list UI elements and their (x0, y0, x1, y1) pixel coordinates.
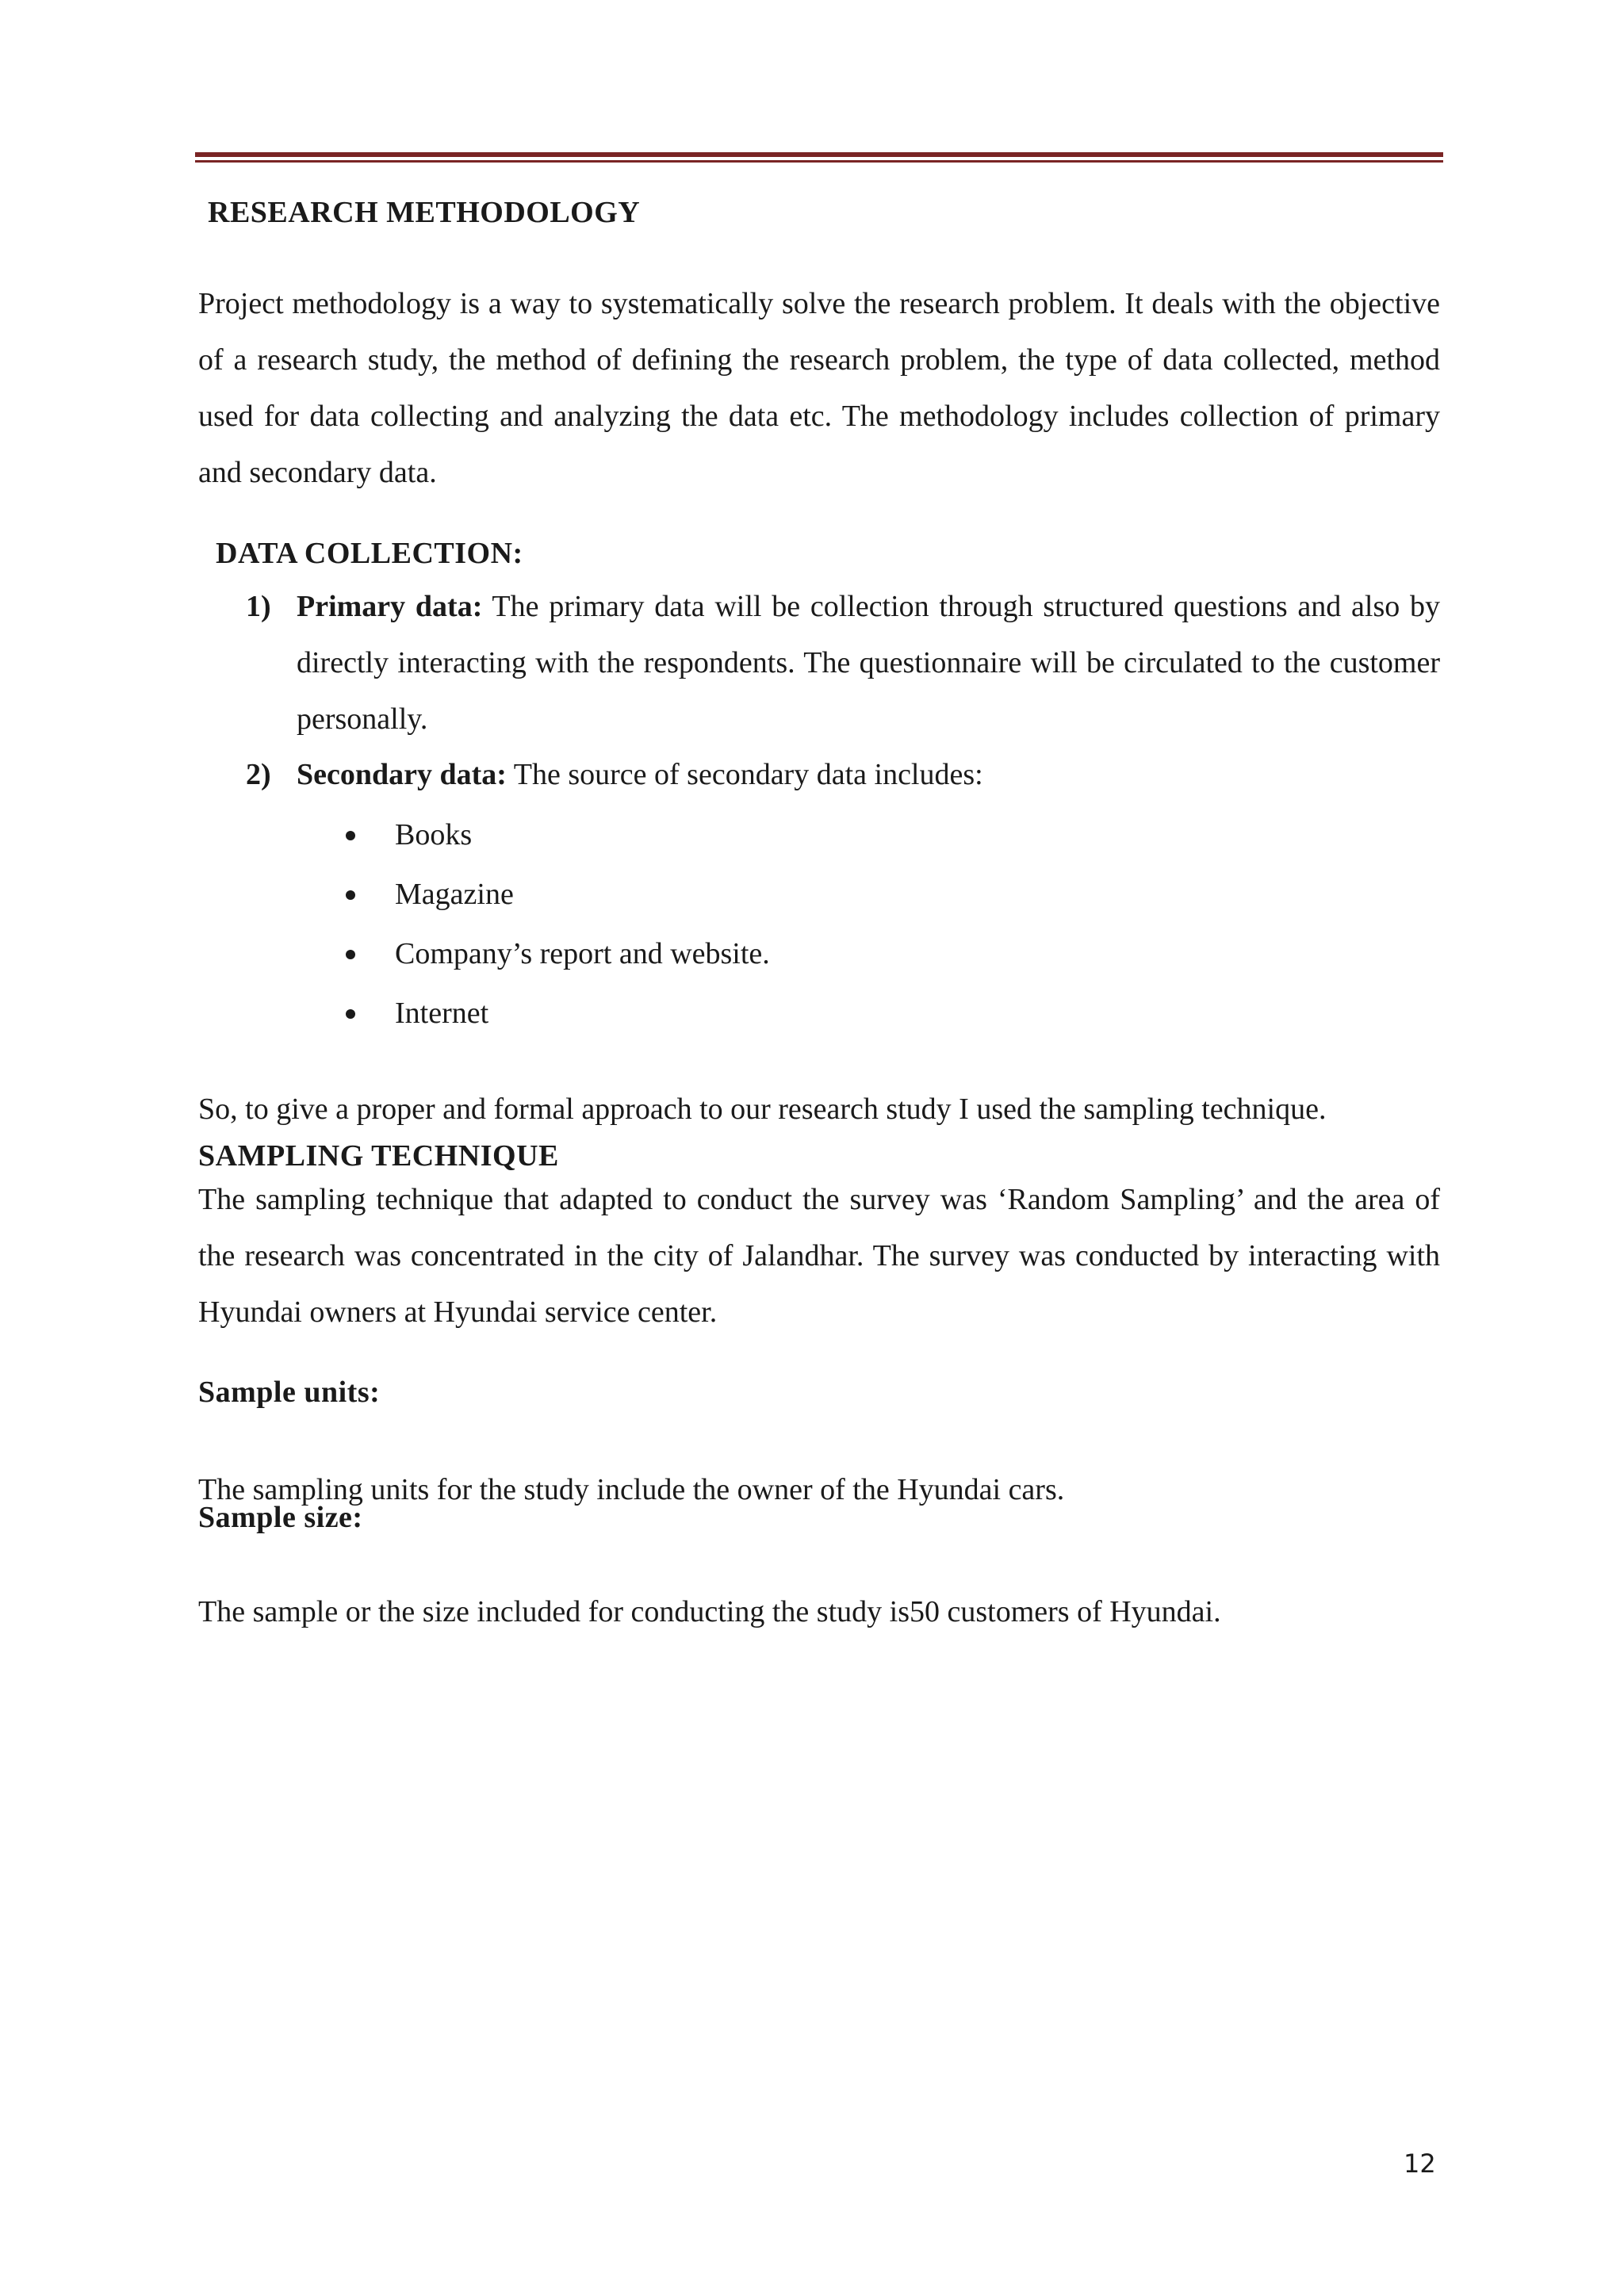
intro-paragraph: Project methodology is a way to systematically solve the research problem. It deals with the objective of a research study, the method of defining the research problem, the type of data collected, method used for data collecting and analyzing the data etc. The methodology includes collection of primary and secondary data. (198, 287, 1440, 489)
list-item-label: Company’s report and website. (395, 937, 770, 970)
sampling-technique-paragraph: The sampling technique that adapted to conduct the survey was ‘Random Sampling’ and the area of the research was concentrated in the city of Jalandhar. The survey was conducted by interacting with Hyundai owners at Hyundai service center. (198, 1183, 1440, 1329)
sample-units-paragraph: The sampling units for the study include the owner of the Hyundai cars. (198, 1473, 1065, 1506)
primary-data-body (297, 579, 1440, 748)
list-item-label: Internet (395, 997, 489, 1030)
heading-research-methodology: RESEARCH METHODOLOGY (208, 196, 641, 229)
heading-sampling-technique: SAMPLING TECHNIQUE (198, 1139, 559, 1173)
primary-data-item (246, 579, 1440, 748)
header-rule-thick (195, 152, 1443, 157)
primary-data-number: 1) (246, 590, 271, 623)
sampling-intro-paragraph: So, to give a proper and formal approach to our research study I used the sampling technique. (198, 1093, 1327, 1126)
secondary-data-label: Secondary data: (297, 758, 507, 791)
heading-data-collection: DATA COLLECTION: (216, 537, 523, 570)
secondary-data-text: The source of secondary data includes: (506, 758, 983, 791)
heading-sample-size: Sample size: (198, 1501, 363, 1534)
primary-data-text: The primary data will be collection through structured questions and also by directly interacting with the respondents. The questionnaire will be circulated to the customer personally. (297, 590, 1440, 736)
heading-sample-units: Sample units: (198, 1376, 381, 1409)
header-rule-thin (195, 160, 1443, 163)
list-item-label: Books (395, 818, 473, 851)
secondary-data-number: 2) (246, 758, 271, 791)
sample-size-paragraph: The sample or the size included for conducting the study is50 customers of Hyundai. (198, 1595, 1221, 1628)
primary-data-label: Primary data: (297, 590, 483, 623)
page-number: 12 (1404, 2149, 1436, 2179)
list-item (346, 865, 770, 924)
list-item-label: Magazine (395, 878, 514, 911)
bullet-icon (346, 1009, 355, 1019)
secondary-sources-list (346, 806, 770, 1043)
list-item (346, 984, 770, 1043)
list-item (346, 806, 770, 865)
secondary-data-item (246, 747, 1440, 803)
list-item (346, 924, 770, 984)
bullet-icon (346, 890, 355, 900)
bullet-icon (346, 831, 355, 840)
secondary-data-body (297, 747, 1440, 803)
bullet-icon (346, 950, 355, 959)
